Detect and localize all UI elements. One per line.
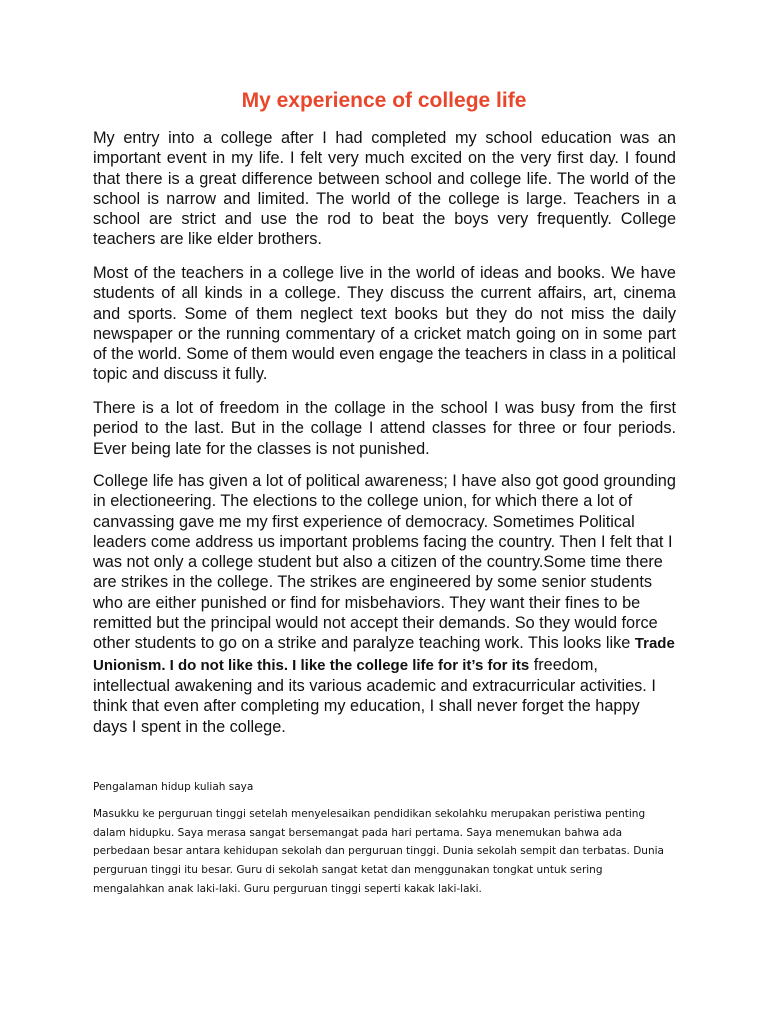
- translation-title: Pengalaman hidup kuliah saya: [93, 781, 254, 793]
- paragraph-4-emphasis: Trade Unionism. I do not like this. I like the college life for it’s for its: [93, 635, 675, 674]
- paragraph-2: Most of the teachers in a college live in the world of ideas and books. We have students of all kinds in a college. They discuss the current affairs, art, cinema and sports. Some of them neglect text books but they do not miss the daily newspaper or the running commentary of a cricket match going on in some part of the world. Some of them would even engage the teachers in class in a political topic and discuss it fully.: [93, 264, 676, 384]
- paragraph-1: My entry into a college after I had completed my school education was an important event in my life. I felt very much excited on the very first day. I found that there is a great difference between school and college life. The world of the school is narrow and limited. The world of the college is large. Teachers in a school are strict and use the rod to beat the boys very frequently. College teachers are like elder brothers.: [93, 129, 676, 249]
- paragraph-3: There is a lot of freedom in the collage in the school I was busy from the first period to the last. But in the collage I attend classes for three or four periods. Ever being late for the classes is not punished.: [93, 399, 676, 458]
- paragraph-4-text-end: freedom, intellectual awakening and its various academic and extracurricular activities. I think that even after completing my education, I shall never forget the happy days I spent in the college.: [93, 655, 656, 736]
- document-title: My experience of college life: [241, 89, 527, 112]
- translation-paragraph: Masukku ke perguruan tinggi setelah menyelesaikan pendidikan sekolahku merupakan peristiwa penting dalam hidupku. Saya merasa sangat bersemangat pada hari pertama. Saya menemukan bahwa ada perbedaan besar antara kehidupan sekolah dan perguruan tinggi. Dunia sekolah sempit dan terbatas. Dunia perguruan tinggi itu besar. Guru di sekolah sangat ketat dan menggunakan tongkat untuk sering mengalahkan anak laki-laki. Guru perguruan tinggi seperti kakak laki-laki.: [93, 808, 664, 895]
- paragraph-4: [93, 471, 676, 737]
- paragraph-4-text-start: College life has given a lot of political awareness; I have also got good grounding in electioneering. The elections to the college union, for which there a lot of canvassing gave me my first experience of democracy. Sometimes Political leaders come address us important problems facing the country. Then I felt that I was not only a college student but also a citizen of the country.Some time there are strikes in the college. The strikes are engineered by some senior students who are either punished or find for misbehaviors. They want their fines to be remitted but the principal would not accept their demands. So they would force other students to go on a strike and paralyze teaching work. This looks like: [93, 472, 676, 653]
